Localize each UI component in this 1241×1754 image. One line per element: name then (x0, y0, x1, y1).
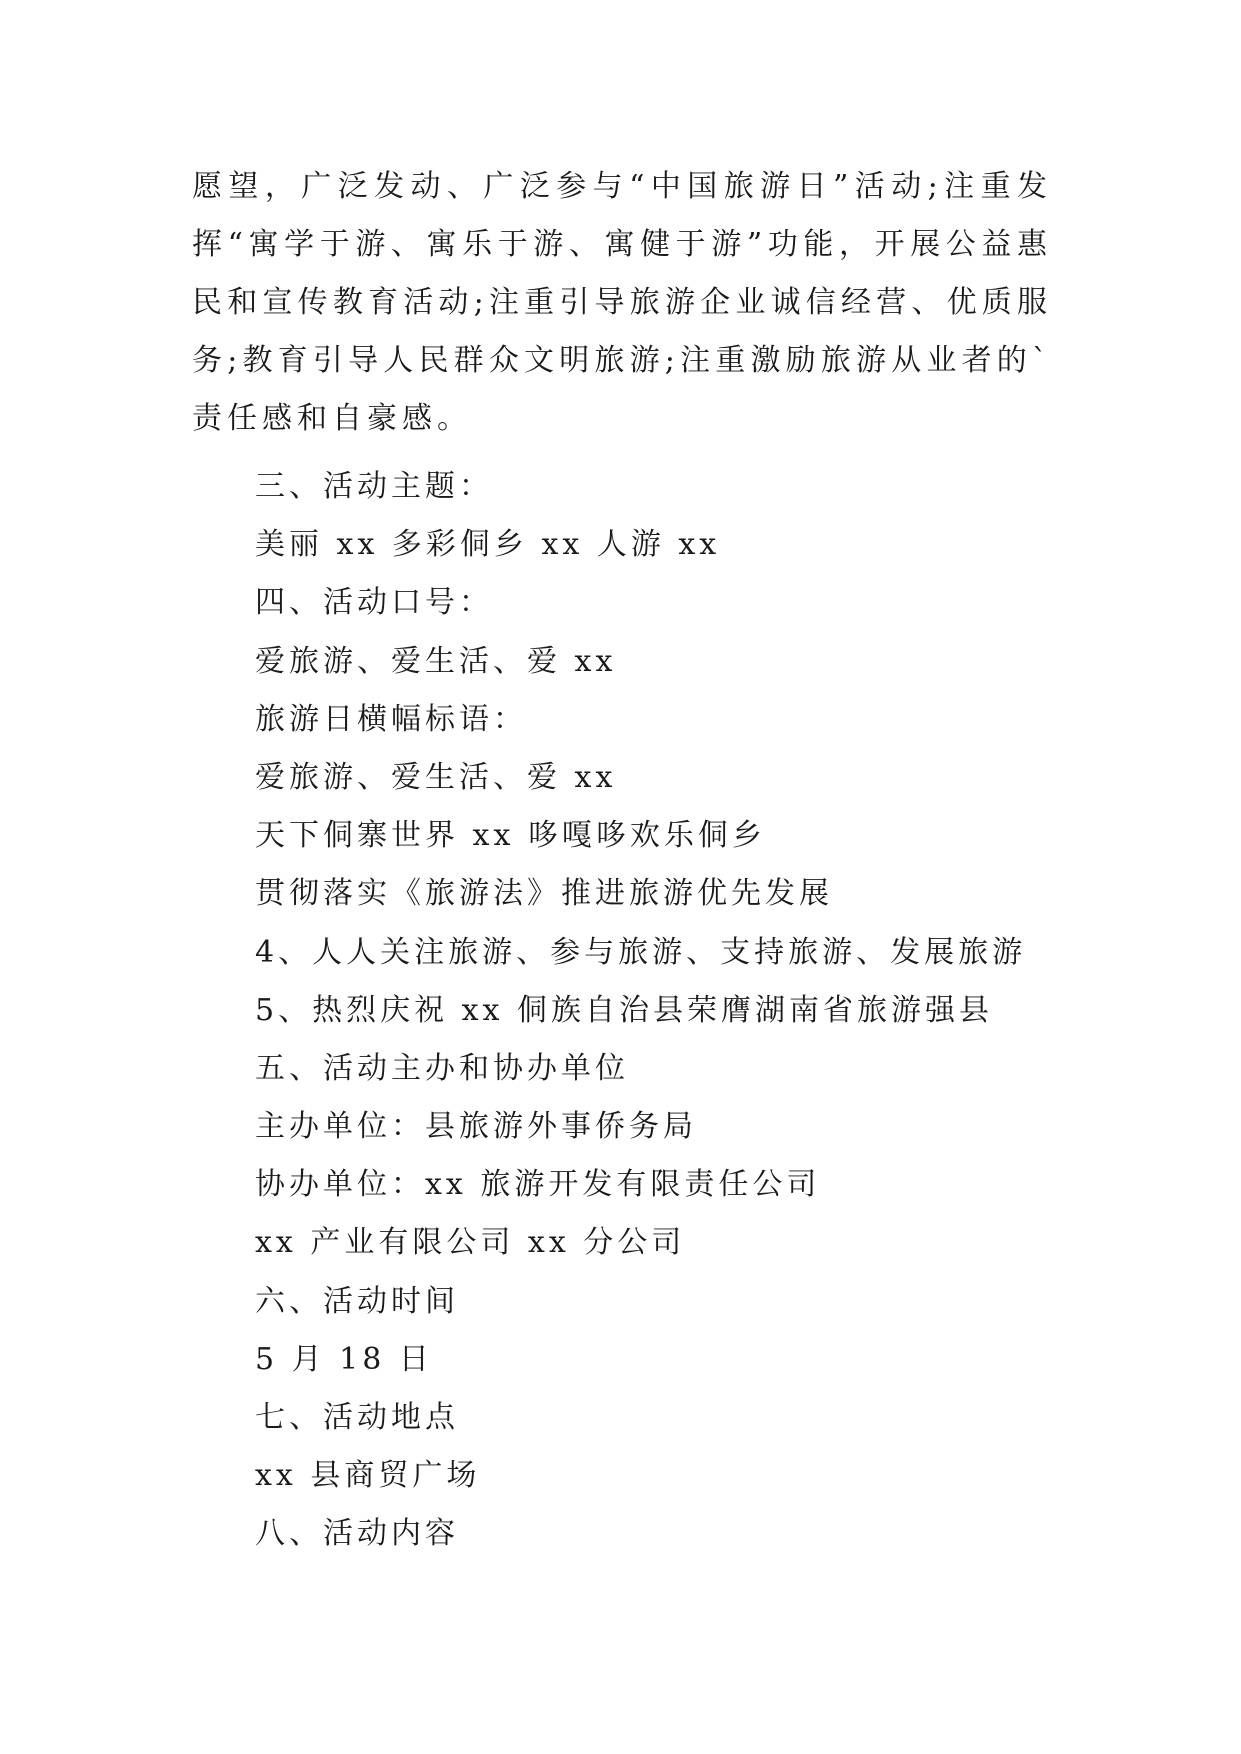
banner-line-3: 贯彻落实《旅游法》推进旅游优先发展 (255, 876, 833, 912)
intro-paragraph: 愿望，广泛发动、广泛参与“中国旅游日”活动;注重发挥“寓学于游、寓乐于游、寓健于游”功能，开展公益惠民和宣传教育活动;注重引导旅游企业诚信经营、优质服务;教育引导人民群众文明旅游;注重激励旅游从业者的`责任感和自豪感。 (192, 169, 1052, 436)
section-heading-time: 六、活动时间 (255, 1283, 459, 1319)
banner-line-2: 天下侗寨世界 xx 哆嘎哆欢乐侗乡 (255, 818, 766, 854)
section-heading-organizers: 五、活动主办和协办单位 (255, 1050, 629, 1086)
co-organizer-1: 协办单位：xx 旅游开发有限责任公司 (255, 1167, 821, 1203)
banner-line-4: 4、人人关注旅游、参与旅游、支持旅游、发展旅游 (255, 934, 1027, 970)
co-organizer-2: xx 产业有限公司 xx 分公司 (255, 1225, 686, 1261)
banner-heading: 旅游日横幅标语： (255, 701, 527, 737)
banner-line-5: 5、热烈庆祝 xx 侗族自治县荣膺湖南省旅游强县 (255, 992, 993, 1028)
section-heading-location: 七、活动地点 (255, 1400, 459, 1435)
content-lines (255, 458, 1026, 1564)
slogan-text: 爱旅游、爱生活、爱 xx (255, 643, 617, 679)
section-heading-content: 八、活动内容 (255, 1516, 459, 1552)
host-unit: 主办单位：县旅游外事侨务局 (255, 1109, 697, 1145)
banner-line-1: 爱旅游、爱生活、爱 xx (255, 759, 617, 795)
section-heading-theme: 三、活动主题： (255, 469, 493, 504)
theme-text: 美丽 xx 多彩侗乡 xx 人游 xx (255, 527, 721, 563)
section-heading-slogan: 四、活动口号： (255, 585, 493, 621)
event-location: xx 县商贸广场 (255, 1458, 481, 1494)
event-date: 5 月 18 日 (255, 1341, 433, 1377)
